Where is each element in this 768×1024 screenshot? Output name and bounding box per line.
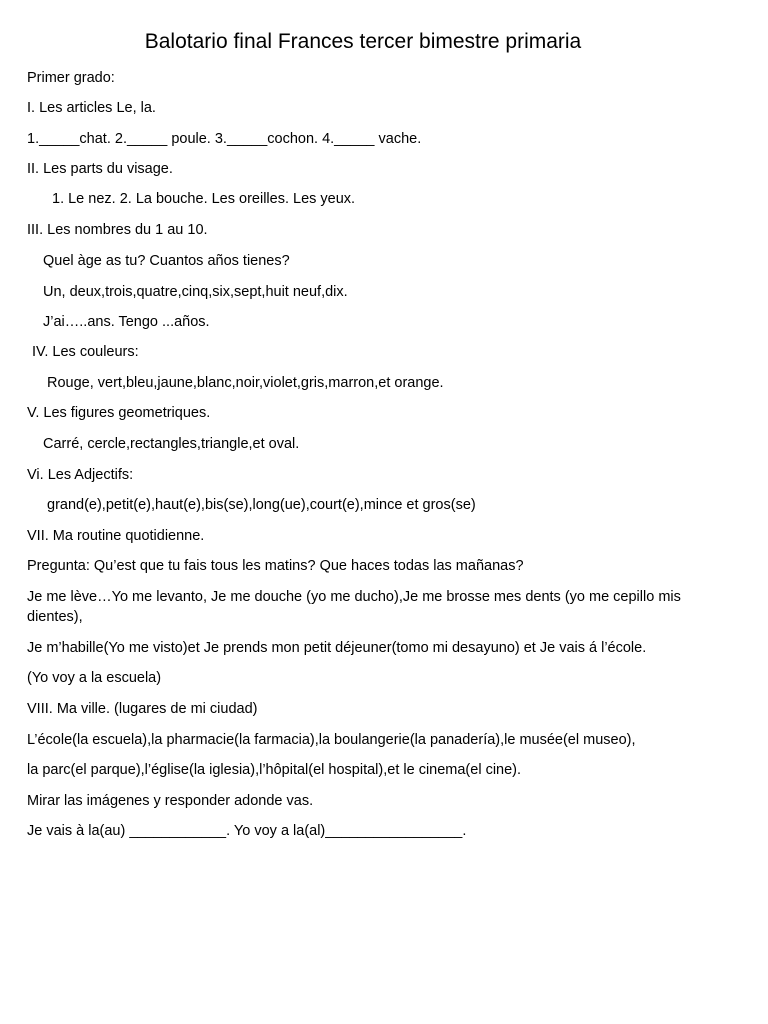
text-line-articles-exercise: 1._____chat. 2._____ poule. 3._____cochon. 4._____ vache. bbox=[27, 131, 422, 147]
text-line-section-6-heading: Vi. Les Adjectifs: bbox=[27, 467, 134, 483]
text-line-colors: Rouge, vert,bleu,jaune,blanc,noir,violet,gris,marron,et orange. bbox=[47, 375, 444, 391]
text-line-section-4-heading: IV. Les couleurs: bbox=[32, 344, 139, 360]
text-line-grade: Primer grado: bbox=[27, 70, 115, 86]
text-line-shapes: Carré, cercle,rectangles,triangle,et oval. bbox=[43, 436, 300, 452]
text-line-section-1-heading: I. Les articles Le, la. bbox=[27, 100, 156, 116]
text-line-face-parts: 1. Le nez. 2. La bouche. Les oreilles. Les yeux. bbox=[52, 191, 356, 207]
text-line-age-answer: J’ai…..ans. Tengo ...años. bbox=[43, 314, 210, 330]
text-line-section-3-heading: III. Les nombres du 1 au 10. bbox=[27, 222, 208, 238]
text-line-section-8-heading: VIII. Ma ville. (lugares de mi ciudad) bbox=[27, 701, 258, 717]
text-line-places-part-1: L’école(la escuela),la pharmacie(la farmacia),la boulangerie(la panadería),le musée(el museo), bbox=[27, 732, 636, 748]
text-line-section-5-heading: V. Les figures geometriques. bbox=[27, 405, 211, 421]
text-line-section-7-heading: VII. Ma routine quotidienne. bbox=[27, 528, 205, 544]
document-title: Balotario final Frances tercer bimestre primaria bbox=[144, 30, 582, 53]
text-line-age-question: Quel àge as tu? Cuantos años tienes? bbox=[43, 253, 290, 269]
text-line-instructions: Mirar las imágenes y responder adonde vas. bbox=[27, 793, 314, 809]
text-line-places-part-2: la parc(el parque),l’église(la iglesia),l’hôpital(el hospital),et le cinema(el cine). bbox=[27, 762, 522, 778]
text-line-routine-question: Pregunta: Qu’est que tu fais tous les matins? Que haces todas las mañanas? bbox=[27, 558, 524, 574]
text-line-numbers: Un, deux,trois,quatre,cinq,six,sept,huit neuf,dix. bbox=[43, 284, 348, 300]
text-line-routine-part-3: (Yo voy a la escuela) bbox=[27, 670, 162, 686]
text-line-routine-part-2: Je m’habille(Yo me visto)et Je prends mon petit déjeuner(tomo mi desayuno) et Je vais á l’école. bbox=[27, 640, 647, 656]
text-line-adjectives: grand(e),petit(e),haut(e),bis(se),long(ue),court(e),mince et gros(se) bbox=[47, 497, 476, 513]
text-line-routine-part-1: Je me lève…Yo me levanto, Je me douche (yo me ducho),Je me brosse mes dents (yo me cepillo mis dientes), bbox=[27, 589, 681, 625]
text-line-fill-in-answer: Je vais à la(au) ____________. Yo voy a la(al)_________________. bbox=[27, 823, 467, 839]
text-line-section-2-heading: II. Les parts du visage. bbox=[27, 161, 173, 177]
